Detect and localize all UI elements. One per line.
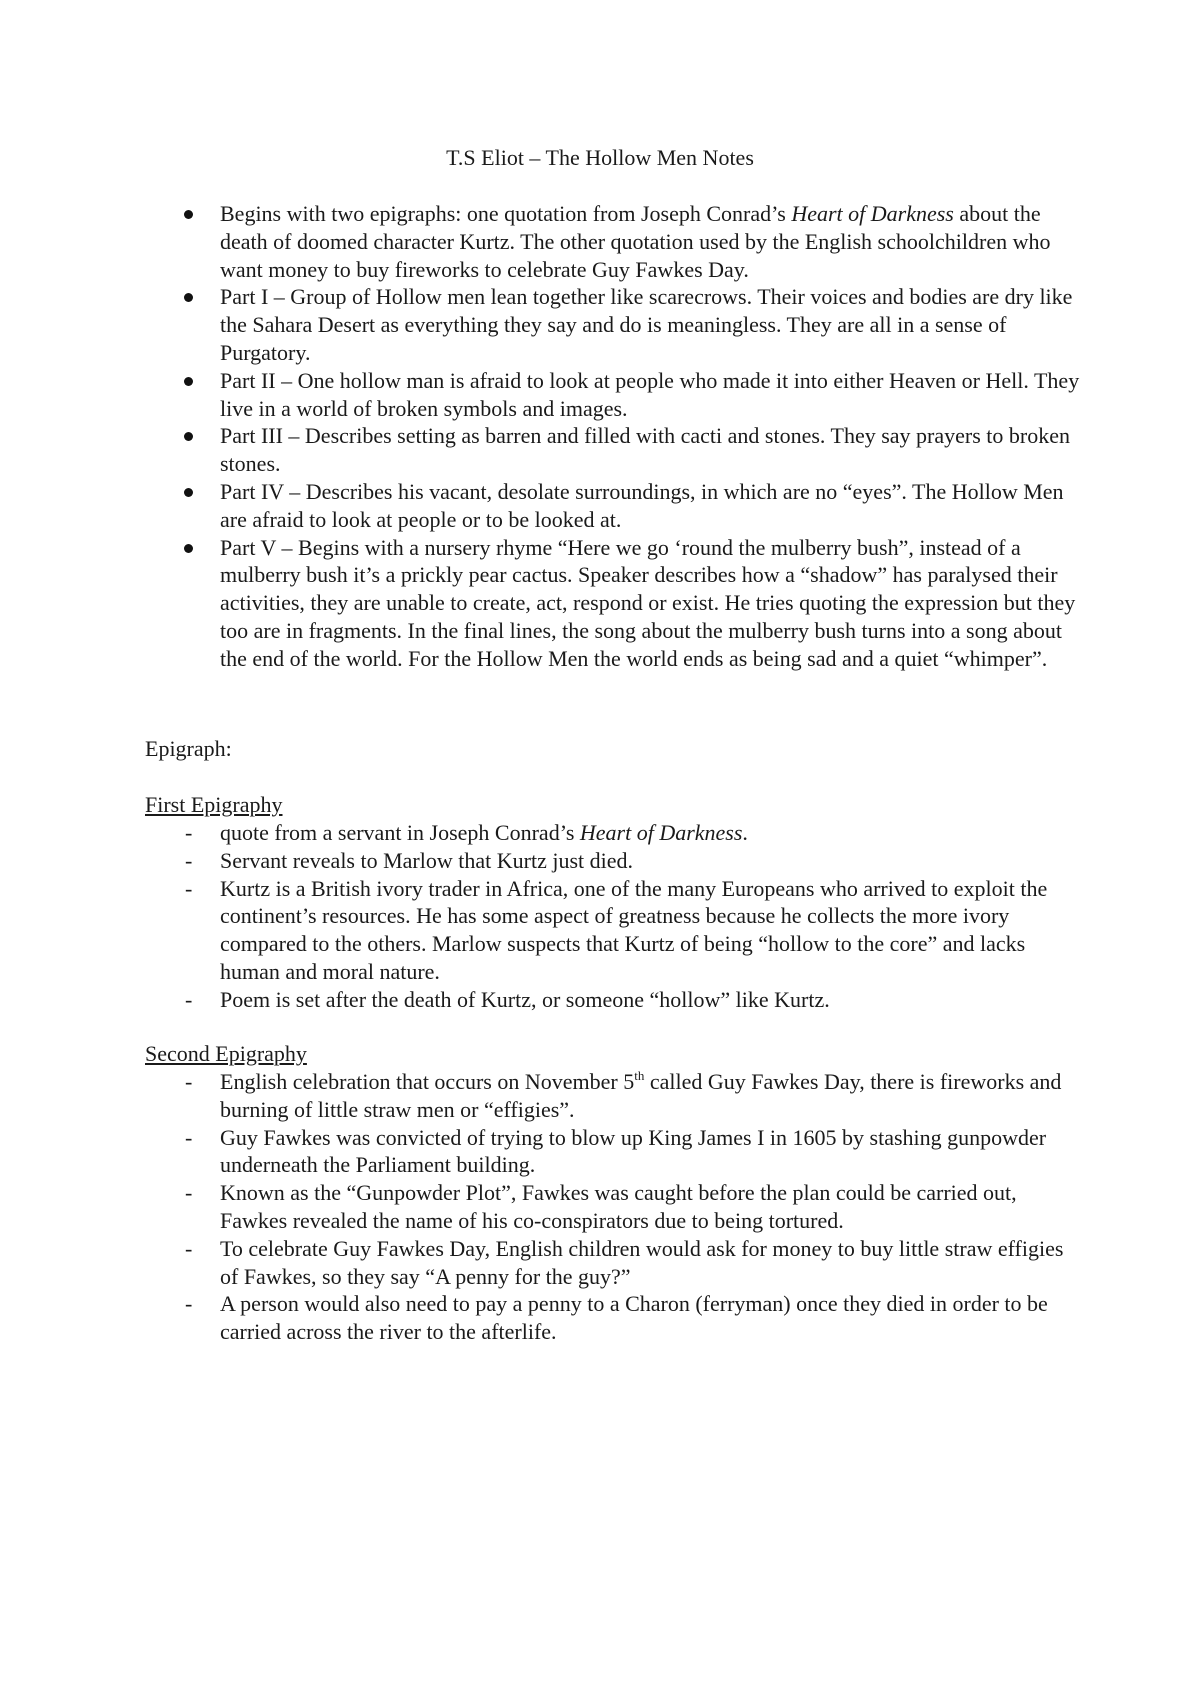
book-title: Heart of Darkness <box>579 820 743 845</box>
bullet-dot-icon <box>184 432 193 441</box>
book-title: Heart of Darkness <box>791 201 954 226</box>
dash-icon: - <box>185 1235 193 1261</box>
summary-bullet-list <box>145 200 1080 673</box>
dash-item: - Kurtz is a British ivory trader in Africa, one of the many Europeans who arrived to exploit the continent’s resources. He has some aspect of greatness because he collects the more ivory compared to the others. Marlow suspects that Kurtz of being “hollow to the core” and lacks human and moral nature. <box>185 875 1048 984</box>
bullet-item: Part IV – Describes his vacant, desolate surroundings, in which are no “eyes”. The Hollow Men are afraid to look at people or to be looked at. <box>145 478 1080 534</box>
first-epigraphy-heading: First Epigraphy <box>145 792 283 817</box>
bullet-dot-icon <box>184 293 193 302</box>
bullet-item: Part I – Group of Hollow men lean together like scarecrows. Their voices and bodies are dry like the Sahara Desert as everything they say and do is meaningless. They are all in a sense of Purgatory. <box>145 283 1080 366</box>
bullet-item: Begins with two epigraphs: one quotation from Joseph Conrad’s Heart of Darkness about the death of doomed character Kurtz. The other quotation used by the English schoolchildren who want money to buy fireworks to celebrate Guy Fawkes Day. <box>145 200 1080 283</box>
dash-icon: - <box>185 847 193 873</box>
first-epigraphy-list <box>145 819 1080 1014</box>
second-epigraphy-list <box>145 1068 1080 1346</box>
dash-item: - Poem is set after the death of Kurtz, or someone “hollow” like Kurtz. <box>185 986 830 1012</box>
epigraph-label: Epigraph: <box>145 736 232 761</box>
dash-item: - English celebration that occurs on November 5th called Guy Fawkes Day, there is fireworks and burning of little straw men or “effigies”. <box>185 1067 1062 1122</box>
dash-item: - A person would also need to pay a penny to a Charon (ferryman) once they died in order to be carried across the river to the afterlife. <box>185 1291 1048 1345</box>
bullet-dot-icon <box>184 544 193 553</box>
dash-item: - Known as the “Gunpowder Plot”, Fawkes was caught before the plan could be carried out, Fawkes revealed the name of his co-conspirators due to being tortured. <box>185 1180 1017 1233</box>
dash-item: - Guy Fawkes was convicted of trying to blow up King James I in 1605 by stashing gunpowder underneath the Parliament building. <box>185 1124 1047 1178</box>
bullet-dot-icon <box>184 377 193 386</box>
bullet-item: Part II – One hollow man is afraid to look at people who made it into either Heaven or Hell. They live in a world of broken symbols and images. <box>145 367 1080 423</box>
dash-icon: - <box>185 820 193 845</box>
bullet-dot-icon <box>184 210 193 219</box>
second-epigraphy-heading: Second Epigraphy <box>145 1041 307 1066</box>
dash-icon: - <box>185 875 193 901</box>
dash-icon: - <box>185 1124 193 1150</box>
dash-icon: - <box>185 1180 193 1206</box>
dash-icon: - <box>185 1291 193 1317</box>
bullet-dot-icon <box>184 488 193 497</box>
bullet-item: Part III – Describes setting as barren and filled with cacti and stones. They say prayers to broken stones. <box>145 422 1080 478</box>
dash-item: - quote from a servant in Joseph Conrad’s Heart of Darkness. <box>185 820 748 845</box>
bullet-item: Part V – Begins with a nursery rhyme “Here we go ‘round the mulberry bush”, instead of a mulberry bush it’s a prickly pear cactus. Speaker describes how a “shadow” has paralysed their activities, they are unable to create, act, respond or exist. He tries quoting the expression but they too are in fragments. In the final lines, the song about the mulberry bush turns into a song about the end of the world. For the Hollow Men the world ends as being sad and a quiet “whimper”. <box>145 534 1080 673</box>
dash-item: - To celebrate Guy Fawkes Day, English children would ask for money to buy little straw effigies of Fawkes, so they say “A penny for the guy?” <box>185 1235 1064 1289</box>
dash-icon: - <box>185 1069 193 1094</box>
dash-item: - Servant reveals to Marlow that Kurtz just died. <box>185 847 634 873</box>
dash-icon: - <box>185 986 193 1012</box>
page-title: T.S Eliot – The Hollow Men Notes <box>446 145 754 170</box>
